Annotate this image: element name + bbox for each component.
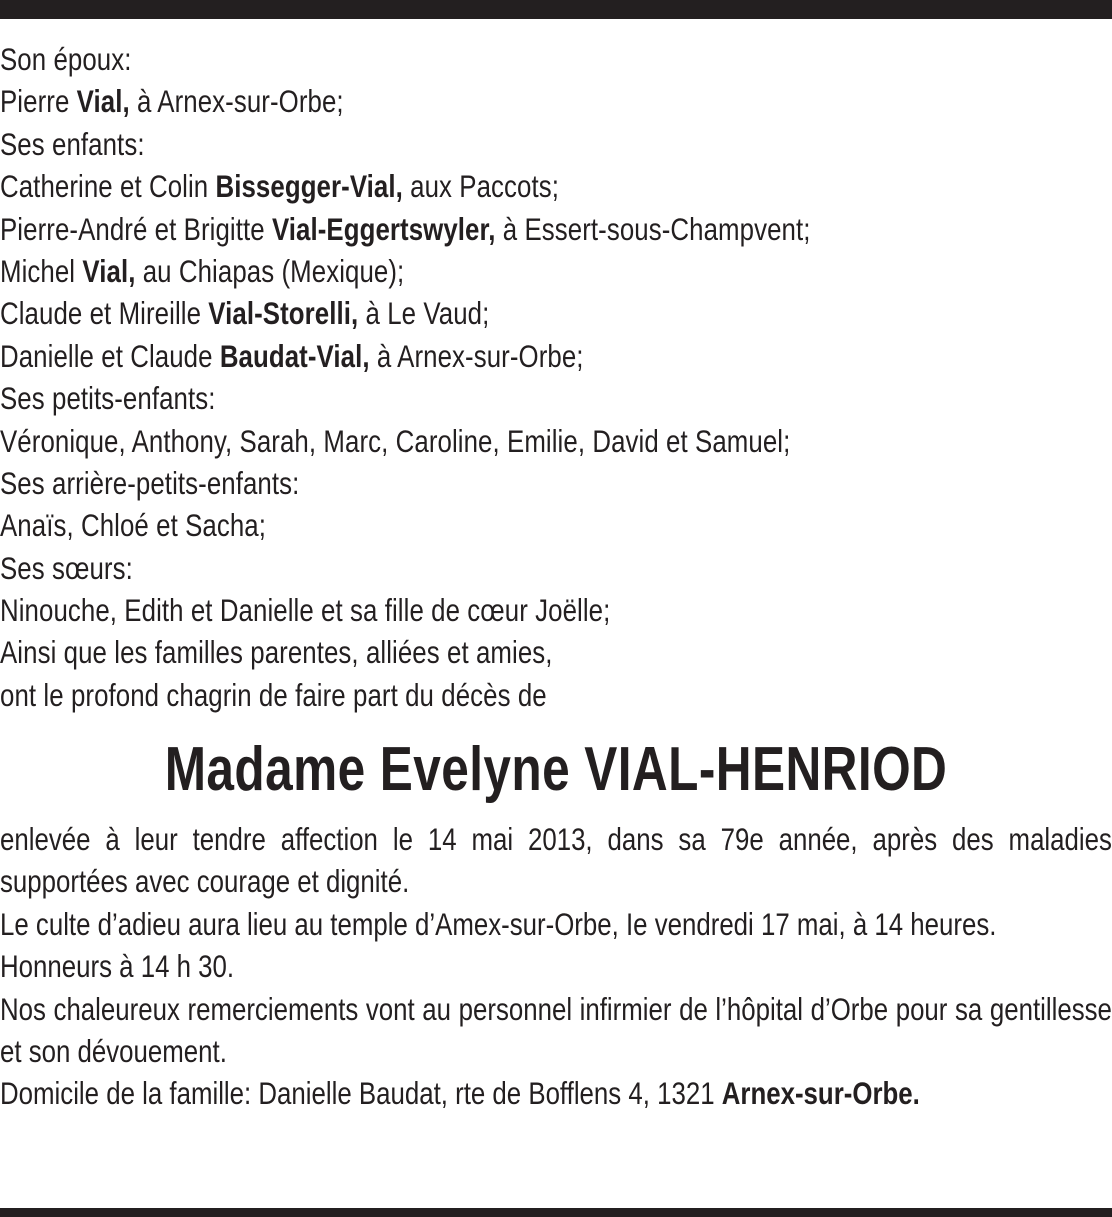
bottom-rule bbox=[0, 1208, 1112, 1217]
family-line: Ses arrière-petits-enfants: bbox=[0, 464, 300, 501]
family-line: Ses petits-enfants: bbox=[0, 380, 216, 417]
domicile-paragraph bbox=[0, 1072, 1112, 1114]
domicile-text: Domicile de la famille: Danielle Baudat, rte de Bofflens 4, 1321 bbox=[0, 1075, 722, 1112]
family-line: Danielle et Claude Baudat-Vial, à Arnex-sur-Orbe; bbox=[0, 337, 584, 374]
family-line: Pierre Vial, à Arnex-sur-Orbe; bbox=[0, 83, 344, 120]
domicile-place: Arnex-sur-Orbe. bbox=[721, 1075, 920, 1112]
family-line: Ainsi que les familles parentes, alliées et amies, bbox=[0, 634, 553, 671]
family-line: Véronique, Anthony, Sarah, Marc, Caroline, Emilie, David et Samuel; bbox=[0, 422, 791, 459]
death-paragraph: enlevée à leur tendre affection le 14 mai 2013, dans sa 79e année, après des maladies supportées avec courage et dignité. bbox=[0, 821, 1112, 900]
family-line: Catherine et Colin Bissegger-Vial, aux Paccots; bbox=[0, 168, 560, 205]
family-line: Ses sœurs: bbox=[0, 549, 133, 586]
thanks-paragraph: Nos chaleureux remerciements vont au personnel infirmier de l’hôpital d’Orbe pour sa gentillesse et son dévouement. bbox=[0, 990, 1112, 1070]
family-line: ont le profond chagrin de faire part du décès de bbox=[0, 676, 547, 713]
family-line: Son époux: bbox=[0, 41, 132, 77]
honours-paragraph: Honneurs à 14 h 30. bbox=[0, 948, 235, 985]
deceased-name: Madame Evelyne VIAL-HENRIOD bbox=[164, 735, 948, 804]
family-line: Claude et Mireille Vial-Storelli, à Le Vaud; bbox=[0, 295, 490, 332]
notice-body bbox=[0, 818, 1112, 1115]
family-line: Anaïs, Chloé et Sacha; bbox=[0, 507, 267, 544]
family-list bbox=[0, 38, 1112, 716]
family-line: Michel Vial, au Chiapas (Mexique); bbox=[0, 252, 405, 289]
family-line: Ninouche, Edith et Danielle et sa fille de cœur Joëlle; bbox=[0, 592, 611, 629]
service-paragraph: Le culte d’adieu aura lieu au temple d’Amex-sur-Orbe, Ie vendredi 17 mai, à 14 heures. bbox=[0, 905, 997, 942]
family-line: Pierre-André et Brigitte Vial-Eggertswyler, à Essert-sous-Champvent; bbox=[0, 210, 811, 247]
family-line: Ses enfants: bbox=[0, 125, 145, 162]
top-rule bbox=[0, 0, 1112, 19]
